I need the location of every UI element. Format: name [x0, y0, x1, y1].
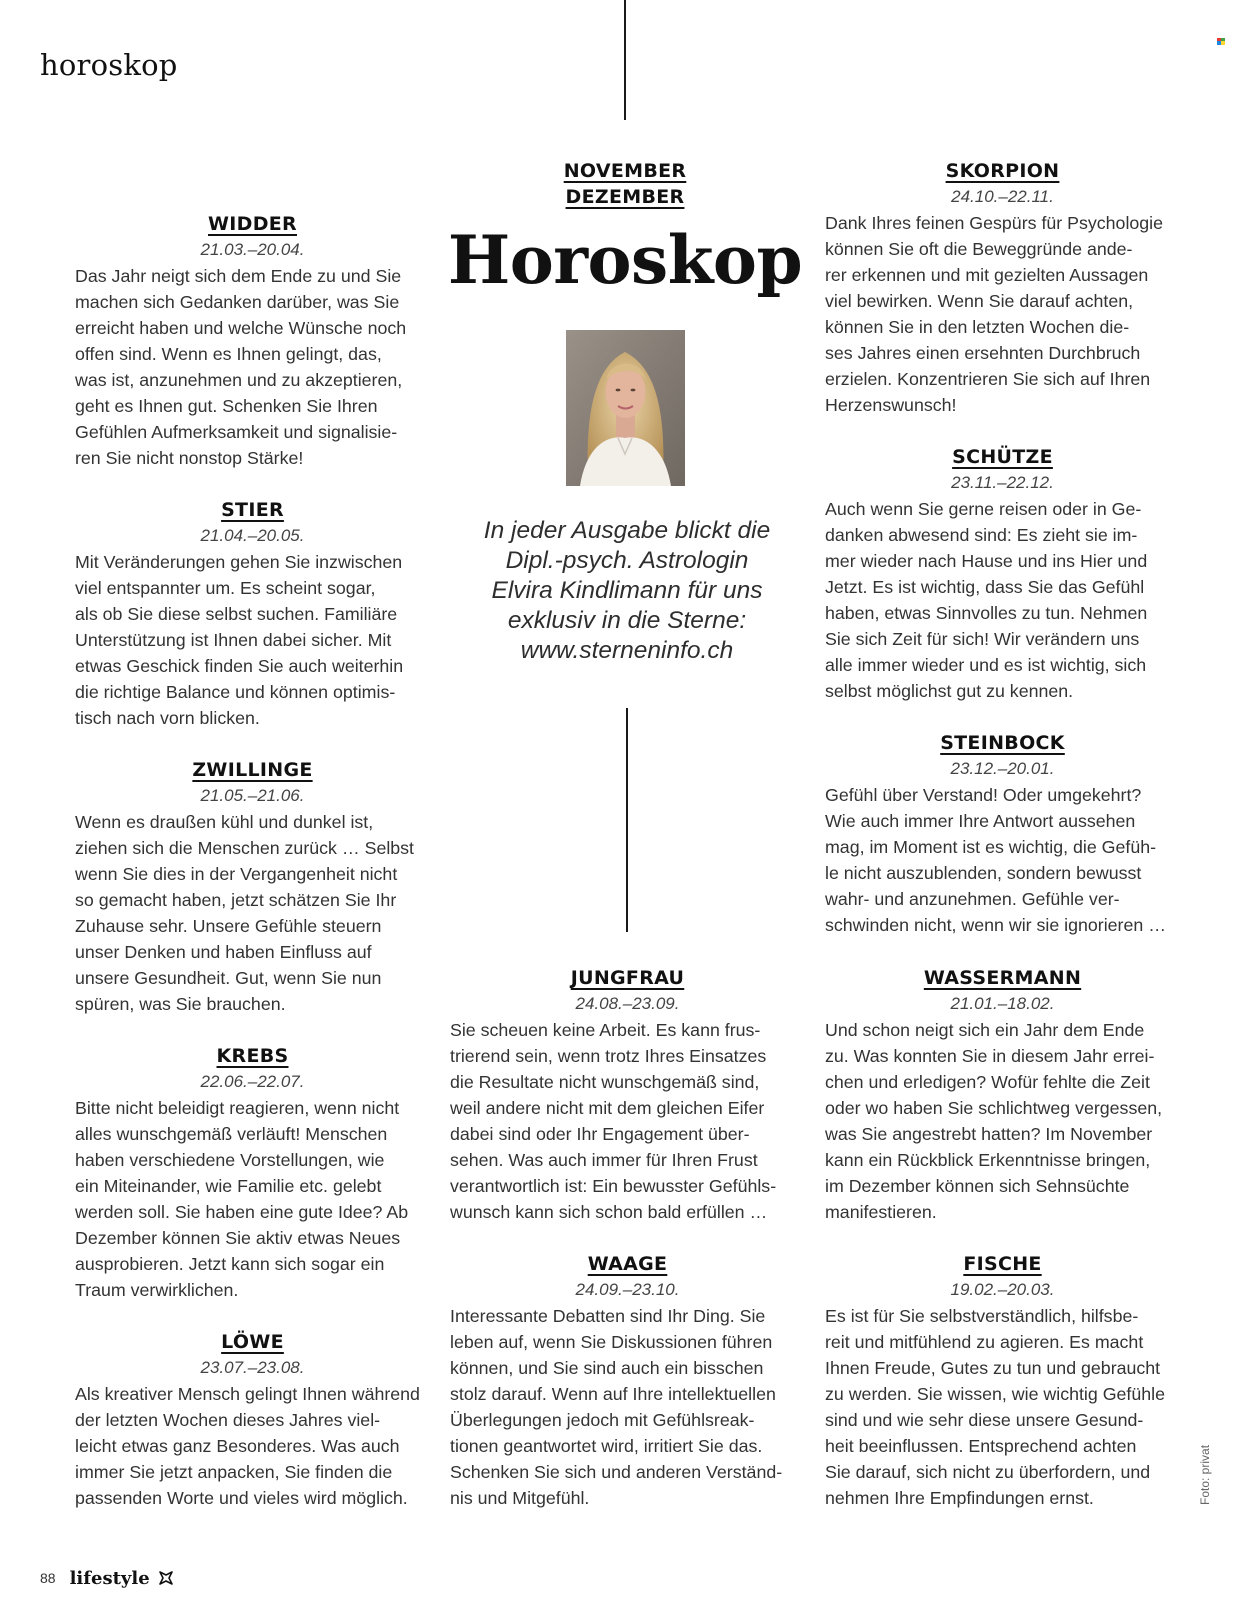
text-line: etwas Geschick finden Sie auch weiterhin [75, 656, 404, 676]
text-line: unsere Gesundheit. Gut, wenn Sie nun [75, 968, 382, 988]
sign-dates: 24.08.–23.09. [575, 994, 680, 1013]
text-line: Wenn es draußen kühl und dunkel ist, [75, 812, 374, 832]
text-line: stolz darauf. Wenn auf Ihre intellektuellen [450, 1384, 776, 1404]
text-line: reit und mitfühlend zu agieren. Es macht [825, 1332, 1144, 1352]
text-line: offen sind. Wenn es Ihnen gelingt, das, [75, 344, 382, 364]
month-november: NOVEMBER [563, 160, 687, 182]
text-line: ziehen sich die Menschen zurück … Selbst [75, 838, 414, 858]
text-line: haben, etwas Sinnvolles zu tun. Nehmen [825, 603, 1148, 623]
text-line: ein Miteinander, wie Familie etc. gelebt [75, 1176, 382, 1196]
text-line: unser Denken und haben Einfluss auf [75, 942, 372, 962]
article-title: Horoskop [447, 221, 803, 299]
text-line: viel entspannter um. Es scheint sogar, [75, 578, 376, 598]
text-line: werden soll. Sie haben eine gute Idee? Ab [75, 1202, 409, 1222]
text-line: Mit Veränderungen gehen Sie inzwischen [75, 552, 403, 572]
text-line: Interessante Debatten sind Ihr Ding. Sie [450, 1306, 766, 1326]
text-line: alle immer wieder und es ist wichtig, sich [825, 655, 1147, 675]
sign-text [825, 1017, 1180, 1225]
sign-name: WASSERMANN [923, 967, 1082, 989]
text-line: können, und Sie sind auch ein bisschen [450, 1358, 764, 1378]
text-line: sehen. Was auch immer für Ihren Frust [450, 1150, 758, 1170]
text-line: le nicht auszublenden, sondern bewusst [825, 863, 1142, 883]
sign-dates: 21.05.–21.06. [200, 786, 305, 805]
text-line: Ihnen Freude, Gutes zu tun und gebraucht [825, 1358, 1161, 1378]
text-line: tisch nach vorn blicken. [75, 708, 260, 728]
sign-text [450, 1303, 805, 1511]
sign-dates: 23.12.–20.01. [950, 759, 1055, 778]
text-line: rer erkennen und mit gezielten Aussagen [825, 265, 1149, 285]
text-line: nehmen Ihre Empfindungen ernst. [825, 1488, 1094, 1508]
horoscope-stier [75, 497, 430, 731]
intro-line: exklusiv in die Sterne: [507, 607, 747, 634]
text-line: mer wieder nach Hause und ins Hier und [825, 551, 1148, 571]
sign-name: WAAGE [587, 1253, 668, 1275]
sign-text [75, 1095, 430, 1303]
text-line: mag, im Moment ist es wichtig, die Gefüh- [825, 837, 1157, 857]
text-line: zu werden. Sie wissen, wie wichtig Gefühle [825, 1384, 1165, 1404]
text-line: leben auf, wenn Sie Diskussionen führen [450, 1332, 773, 1352]
text-line: Es ist für Sie selbstverständlich, hilfsbe- [825, 1306, 1139, 1326]
horoscope-schuetze [825, 444, 1180, 704]
vertical-divider-middle [626, 708, 628, 932]
text-line: Dezember können Sie aktiv etwas Neues [75, 1228, 401, 1248]
photo-credit: Foto: privat [1198, 1444, 1212, 1505]
sign-text [825, 782, 1180, 938]
text-line: dabei sind oder Ihr Engagement über- [450, 1124, 750, 1144]
astrologer-portrait [566, 330, 685, 486]
text-line: danken abwesend sind: Es zieht sie im- [825, 525, 1138, 545]
sign-name: WIDDER [208, 213, 297, 235]
text-line: Gefühl über Verstand! Oder umgekehrt? [825, 785, 1142, 805]
sign-dates: 24.10.–22.11. [951, 187, 1054, 206]
horoscope-fische [825, 1251, 1180, 1511]
page-number: 88 [40, 1570, 56, 1586]
text-line: schwinden nicht, wenn wir sie ignorieren … [825, 915, 1166, 935]
vertical-divider-top [624, 0, 626, 120]
sign-dates: 23.07.–23.08. [200, 1358, 305, 1377]
text-line: leicht etwas ganz Besonderes. Was auch [75, 1436, 400, 1456]
text-line: Gefühlen Aufmerksamkeit und signalisie- [75, 422, 398, 442]
brand-name: lifestyle [69, 1567, 150, 1589]
text-line: wahr- und anzunehmen. Gefühle ver- [825, 889, 1120, 909]
sign-text [75, 809, 430, 1017]
text-line: Überlegungen jedoch mit Gefühlsreak- [450, 1410, 755, 1430]
sign-name: KREBS [216, 1045, 289, 1067]
month-heading [500, 158, 750, 210]
text-line: Herzenswunsch! [825, 395, 957, 415]
sign-name: SKORPION [945, 160, 1060, 182]
text-line: weil andere nicht mit dem gleichen Eifer [450, 1098, 765, 1118]
intro-website: www.sterneninfo.ch [520, 637, 734, 664]
horoscope-widder [75, 211, 430, 471]
text-line: kann ein Rückblick Erkenntnisse bringen, [825, 1150, 1151, 1170]
text-line: oder wo haben Sie schlichtweg vergessen, [825, 1098, 1163, 1118]
text-line: nis und Mitgefühl. [450, 1488, 590, 1508]
sign-dates: 24.09.–23.10. [575, 1280, 680, 1299]
text-line: Traum verwirklichen. [75, 1280, 239, 1300]
text-line: Sie scheuen keine Arbeit. Es kann frus- [450, 1020, 761, 1040]
text-line: haben verschiedene Vorstellungen, wie [75, 1150, 385, 1170]
text-line: spüren, was Sie brauchen. [75, 994, 286, 1014]
text-line: heit beeinflussen. Entsprechend achten [825, 1436, 1137, 1456]
text-line: sind und wie sehr diese unsere Gesund- [825, 1410, 1144, 1430]
horoscope-skorpion [825, 158, 1180, 418]
sign-name: FISCHE [963, 1253, 1042, 1275]
text-line: passenden Worte und vieles wird möglich. [75, 1488, 408, 1508]
sign-text [825, 496, 1180, 704]
horoscope-loewe [75, 1329, 430, 1511]
intro-line: In jeder Ausgabe blickt die [483, 517, 771, 544]
section-title: horoskop [40, 48, 178, 82]
text-line: die richtige Balance und können optimis- [75, 682, 396, 702]
text-line: die Resultate nicht wunschgemäß sind, [450, 1072, 760, 1092]
horoscope-jungfrau [450, 965, 805, 1225]
text-line: zu. Was konnten Sie in diesem Jahr errei- [825, 1046, 1155, 1066]
text-line: Jetzt. Es ist wichtig, dass Sie das Gefühl [825, 577, 1145, 597]
text-line: der letzten Wochen dieses Jahres viel- [75, 1410, 381, 1430]
text-line: chen und erledigen? Wofür fehlte die Zeit [825, 1072, 1150, 1092]
sign-dates: 19.02.–20.03. [950, 1280, 1055, 1299]
text-line: Sie darauf, sich nicht zu überfordern, und [825, 1462, 1151, 1482]
text-line: so gemacht haben, jetzt schätzen Sie Ihr [75, 890, 397, 910]
text-line: können Sie in den letzten Wochen die- [825, 317, 1130, 337]
sign-name: STIER [221, 499, 284, 521]
text-line: viel bewirken. Wenn Sie darauf achten, [825, 291, 1134, 311]
text-line: selbst möglichst gut zu kennen. [825, 681, 1074, 701]
text-line: können Sie oft die Beweggründe ande- [825, 239, 1133, 259]
sign-text [75, 549, 430, 731]
text-line: verantwortlich ist: Ein bewusster Gefühls- [450, 1176, 777, 1196]
text-line: alles wunschgemäß verläuft! Menschen [75, 1124, 388, 1144]
text-line: was ist, anzunehmen und zu akzeptieren, [75, 370, 403, 390]
sign-name: STEINBOCK [940, 732, 1065, 754]
sign-text [75, 263, 430, 471]
portrait-photo-icon [566, 330, 685, 486]
sign-name: LÖWE [221, 1331, 284, 1353]
sign-name: JUNGFRAU [570, 967, 685, 989]
text-line: ausprobieren. Jetzt kann sich sogar ein [75, 1254, 385, 1274]
intro-line: Elvira Kindlimann für uns [491, 577, 763, 604]
sign-dates: 21.03.–20.04. [200, 240, 305, 259]
horoscope-krebs [75, 1043, 430, 1303]
text-line: als ob Sie diese selbst suchen. Familiäre [75, 604, 398, 624]
horoscope-wassermann [825, 965, 1180, 1225]
text-line: trierend sein, wenn trotz Ihres Einsatzes [450, 1046, 767, 1066]
sign-dates: 21.04.–20.05. [200, 526, 305, 545]
sign-name: SCHÜTZE [952, 446, 1053, 468]
text-line: Dank Ihres feinen Gespürs für Psychologie [825, 213, 1164, 233]
horoscope-zwillinge [75, 757, 430, 1017]
corner-color-mark [1217, 32, 1225, 39]
text-line: wenn Sie dies in der Vergangenheit nicht [75, 864, 398, 884]
text-line: Und schon neigt sich ein Jahr dem Ende [825, 1020, 1145, 1040]
text-line: ren Sie nicht nonstop Stärke! [75, 448, 304, 468]
text-line: Sie sich Zeit für sich! Wir verändern uns [825, 629, 1140, 649]
sign-dates: 23.11.–22.12. [951, 473, 1054, 492]
text-line: immer Sie jetzt anpacken, Sie finden die [75, 1462, 393, 1482]
intro-line: Dipl.-psych. Astrologin [505, 547, 749, 574]
sign-name: ZWILLINGE [192, 759, 313, 781]
text-line: geht es Ihnen gut. Schenken Sie Ihren [75, 396, 378, 416]
text-line: erreicht haben und welche Wünsche noch [75, 318, 407, 338]
text-line: Das Jahr neigt sich dem Ende zu und Sie [75, 266, 402, 286]
brand-logo-icon [158, 1570, 174, 1586]
sign-text [825, 210, 1180, 418]
text-line: Wie auch immer Ihre Antwort aussehen [825, 811, 1136, 831]
sign-dates: 21.01.–18.02. [950, 994, 1055, 1013]
page-footer [40, 1568, 174, 1588]
text-line: Unterstützung ist Ihnen dabei sicher. Mit [75, 630, 392, 650]
horoscope-waage [450, 1251, 805, 1511]
text-line: Auch wenn Sie gerne reisen oder in Ge- [825, 499, 1142, 519]
text-line: machen sich Gedanken darüber, was Sie [75, 292, 400, 312]
intro-text [448, 516, 806, 666]
sign-text [450, 1017, 805, 1225]
text-line: Schenken Sie sich und anderen Verständ- [450, 1462, 783, 1482]
text-line: Zuhause sehr. Unsere Gefühle steuern [75, 916, 382, 936]
sign-dates: 22.06.–22.07. [200, 1072, 305, 1091]
month-dezember: DEZEMBER [565, 186, 685, 208]
sign-text [825, 1303, 1180, 1511]
text-line: tionen geantwortet wird, irritiert Sie das. [450, 1436, 763, 1456]
text-line: ses Jahres einen ersehnten Durchbruch [825, 343, 1141, 363]
text-line: manifestieren. [825, 1202, 937, 1222]
text-line: Bitte nicht beleidigt reagieren, wenn nicht [75, 1098, 400, 1118]
text-line: Als kreativer Mensch gelingt Ihnen während [75, 1384, 420, 1404]
text-line: wunsch kann sich schon bald erfüllen … [450, 1202, 768, 1222]
text-line: erzielen. Konzentrieren Sie sich auf Ihren [825, 369, 1151, 389]
sign-text [75, 1381, 430, 1511]
text-line: im Dezember können sich Sehnsüchte [825, 1176, 1130, 1196]
horoscope-steinbock [825, 730, 1180, 938]
color-swatch-icon [1217, 38, 1225, 45]
text-line: was Sie angestrebt hatten? Im November [825, 1124, 1153, 1144]
